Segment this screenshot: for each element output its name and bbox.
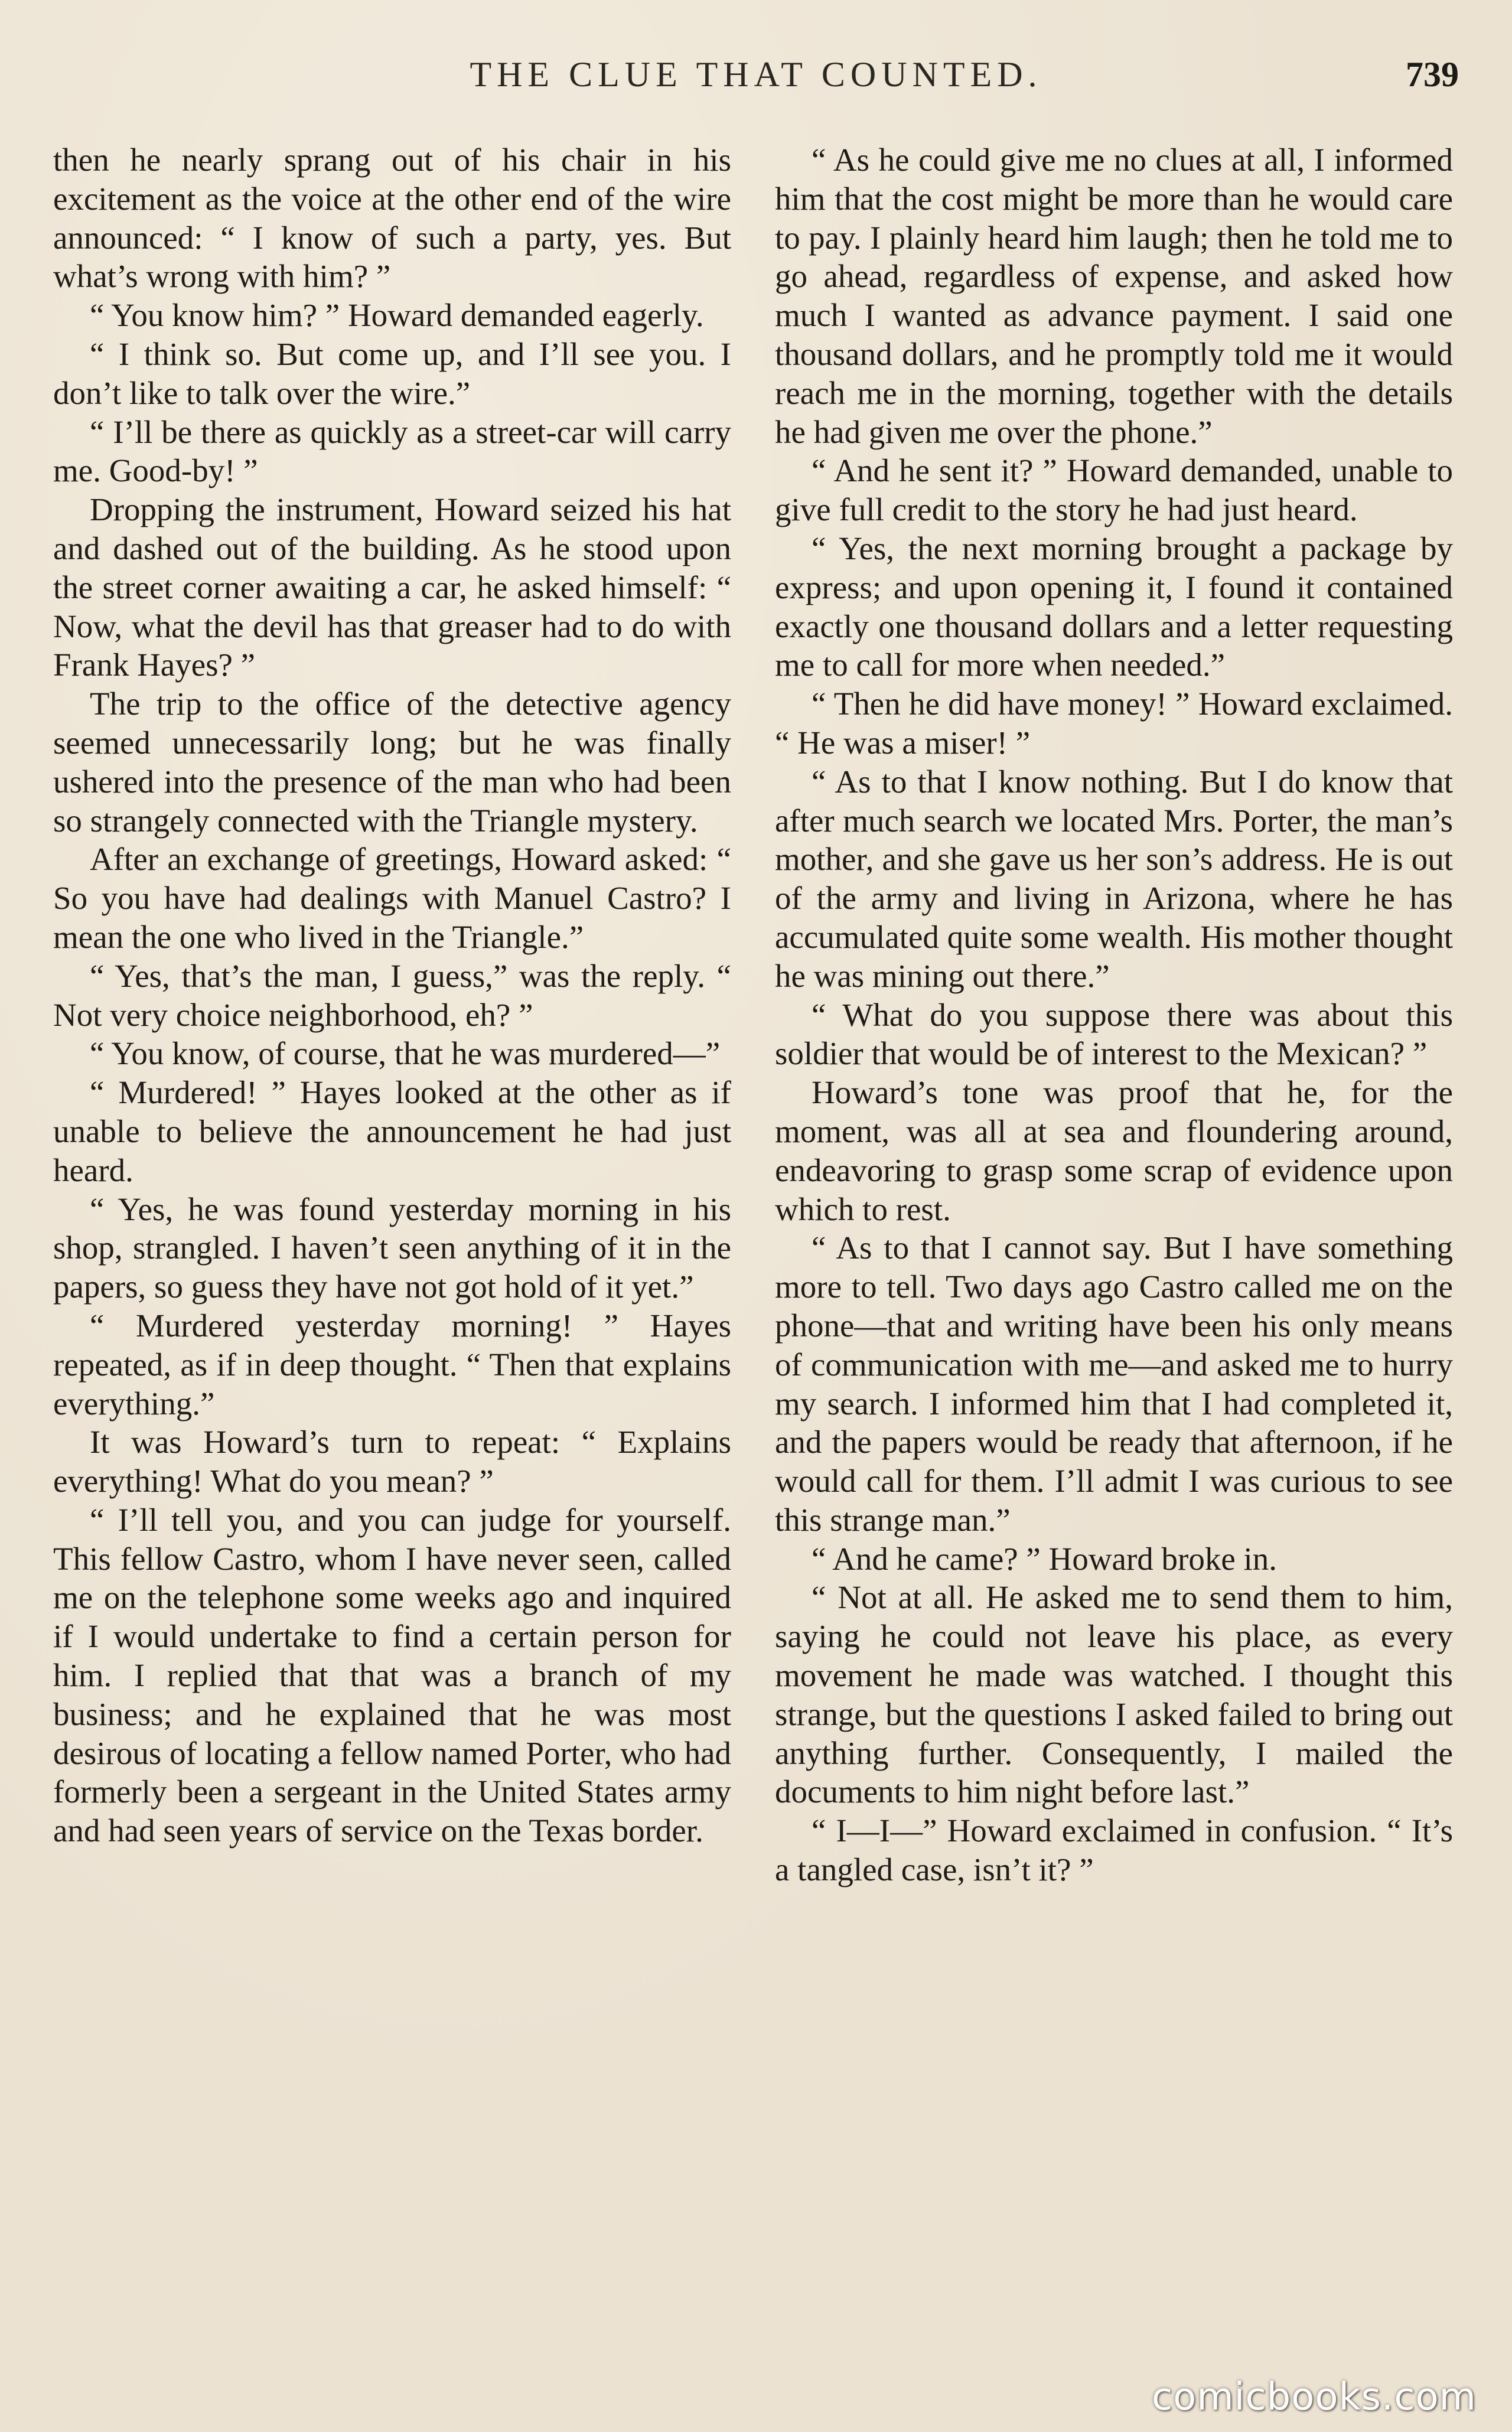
paragraph: then he nearly sprang out of his chair in his excitement as the voice at the other end of the wire announced: “ I know of such a party, yes. But what’s wrong with him? ”	[53, 142, 731, 295]
paragraph: After an exchange of greetings, Howard asked: “ So you have had dealings with Manuel Castro? I mean the one who lived in the Triangle.”	[53, 841, 731, 955]
paragraph: “ As to that I know nothing. But I do know that after much search we located Mrs. Porter, the man’s mother, and she gave us her son’s address. He is out of the army and living in Arizona, where he has accumulated quite some wealth. His mother thought he was mining out there.”	[775, 763, 1453, 994]
paragraph: It was Howard’s turn to repeat: “ Explains everything! What do you mean? ”	[53, 1424, 731, 1499]
paragraph: Dropping the instrument, Howard seized his hat and dashed out of the building. As he stood upon the street corner awaiting a car, he asked himself: “ Now, what the devil has that greaser had to do with Frank Hayes? ”	[53, 491, 731, 683]
paragraph: “ I’ll be there as quickly as a street-car will carry me. Good-by! ”	[53, 413, 731, 489]
paragraph: “ Murdered! ” Hayes looked at the other as if unable to believe the announcement he had just heard.	[53, 1074, 731, 1188]
running-title: THE CLUE THAT COUNTED.	[470, 55, 1042, 94]
paragraph: “ I think so. But come up, and I’ll see you. I don’t like to talk over the wire.”	[53, 335, 731, 411]
right-column	[775, 141, 1453, 2349]
paragraph: Howard’s tone was proof that he, for the moment, was all at sea and floundering around, endeavoring to grasp some scrap of evidence upon which to rest.	[775, 1074, 1453, 1227]
paragraph: “ You know, of course, that he was murdered—”	[90, 1035, 721, 1072]
paragraph: “ Not at all. He asked me to send them to him, saying he could not leave his place, as every movement he made was watched. I thought this strange, but the questions I asked failed to bring out anything further. Consequently, I mailed the documents to him night before last.”	[775, 1579, 1453, 1810]
paragraph: “ As to that I cannot say. But I have something more to tell. Two days ago Castro called me on the phone—that and writing have been his only means of communication with me—and asked me to hurry my search. I informed him that I had completed it, and the papers would be ready that afternoon, if he would call for them. I’ll admit I was curious to see this strange man.”	[775, 1230, 1453, 1538]
text-columns	[53, 141, 1453, 2349]
paragraph: “ What do you suppose there was about this soldier that would be of interest to the Mexican? ”	[775, 996, 1453, 1072]
watermark: comicbooks.com	[1151, 2375, 1477, 2419]
page-header	[53, 54, 1459, 102]
paragraph: “ As he could give me no clues at all, I informed him that the cost might be more than he would care to pay. I plainly heard him laugh; then he told me to go ahead, regardless of expense, and asked how much I wanted as advance payment. I said one thousand dollars, and he promptly told me it would reach me in the morning, together with the details he had given me over the phone.”	[775, 142, 1453, 450]
page-number: 739	[1406, 55, 1459, 94]
paragraph: “ I—I—” Howard exclaimed in confusion. “ It’s a tangled case, isn’t it? ”	[775, 1812, 1453, 1888]
paragraph: “ Yes, that’s the man, I guess,” was the reply. “ Not very choice neighborhood, eh? ”	[53, 957, 731, 1033]
left-column	[53, 141, 731, 2349]
paragraph: The trip to the office of the detective agency seemed unnecessarily long; but he was finally ushered into the presence of the man who had been so strangely connected with the Triangle mystery.	[53, 686, 731, 839]
paragraph: “ Then he did have money! ” Howard exclaimed. “ He was a miser! ”	[775, 686, 1453, 761]
paragraph: “ Yes, he was found yesterday morning in his shop, strangled. I haven’t seen anything of it in the papers, so guess they have not got hold of it yet.”	[53, 1191, 731, 1305]
paragraph: “ Murdered yesterday morning! ” Hayes repeated, as if in deep thought. “ Then that explains everything.”	[53, 1307, 731, 1422]
paragraph: “ And he came? ” Howard broke in.	[812, 1540, 1278, 1577]
paragraph: “ You know him? ” Howard demanded eagerly.	[90, 297, 704, 334]
paragraph: “ I’ll tell you, and you can judge for yourself. This fellow Castro, whom I have never seen, called me on the telephone some weeks ago and inquired if I would undertake to find a certain person for him. I replied that that was a branch of my business; and he explained that he was most desirous of locating a fellow named Porter, who had formerly been a sergeant in the United States army and had seen years of service on the Texas border.	[53, 1501, 731, 1849]
paragraph: “ And he sent it? ” Howard demanded, unable to give full credit to the story he had just heard.	[775, 452, 1453, 528]
paragraph: “ Yes, the next morning brought a package by express; and upon opening it, I found it contained exactly one thousand dollars and a letter requesting me to call for more when needed.”	[775, 530, 1453, 683]
